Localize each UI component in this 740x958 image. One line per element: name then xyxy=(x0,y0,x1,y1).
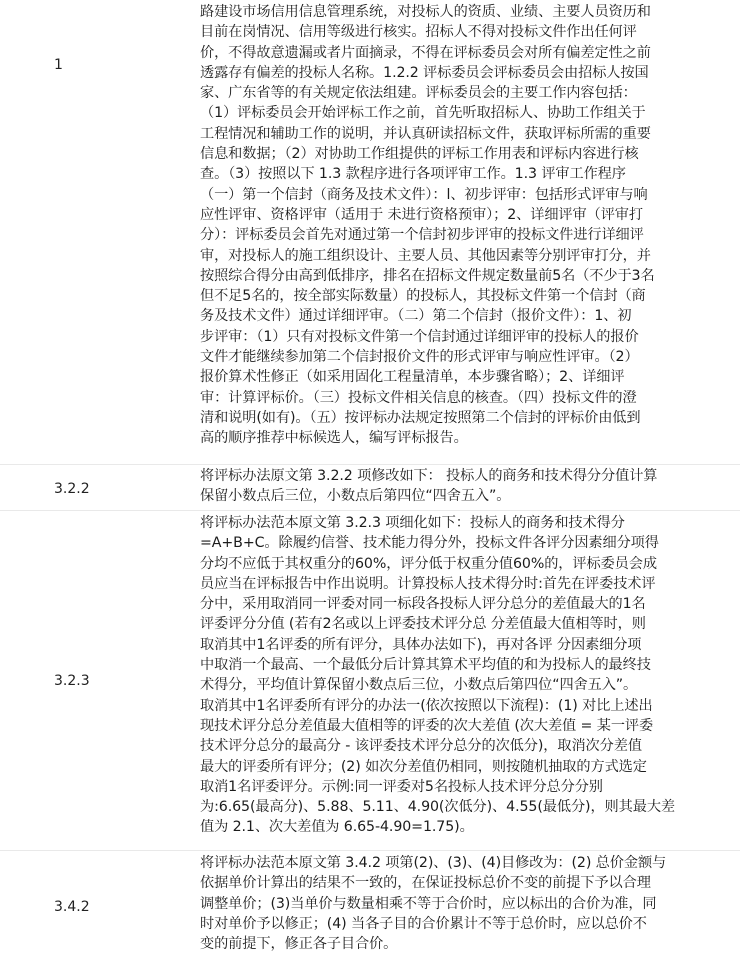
row-divider xyxy=(0,464,740,465)
text-line: 变的前提下，修正各子目合价。 xyxy=(200,936,398,953)
text-line: 分）：评标委员会首先对通过第一个信封初步评审的投标文件进行详细评 xyxy=(200,227,644,244)
text-line: 高的顺序推荐中标候选人，编写评标报告。 xyxy=(200,430,468,447)
row-content xyxy=(200,513,730,838)
text-line: 分均不应低于其权重分的60%，评分低于权重分值60%的，评标委员会成 xyxy=(200,555,657,572)
row-divider xyxy=(0,850,740,851)
text-line: 工程情况和辅助工作的说明，并认真研读招标文件，获取评标所需的重要 xyxy=(200,125,651,142)
row-number: 1 xyxy=(54,57,63,73)
row-divider xyxy=(0,510,740,511)
text-line: 价，不得故意遗漏或者片面摘录，不得在评标委员会对所有偏差定性之前 xyxy=(200,44,651,61)
text-line: 取消其中1名评委的所有评分，具体办法如下)，再对各评 分因素细分项 xyxy=(200,636,642,653)
text-line: 依据单价计算出的结果不一致的，在保证投标总价不变的前提下予以合理 xyxy=(200,875,651,892)
text-line: 应性评审、资格评审（适用于 未进行资格预审）；2、详细评审（评审打 xyxy=(200,206,643,223)
text-line: 为:6.65(最高分)、5.88、5.11、4.90(次低分)、4.55(最低分)，则其最大差 xyxy=(200,799,675,816)
text-line: 调整单价；(3)当单价与数量相乘不等于合价时，应以标出的合价为准，同 xyxy=(200,895,657,912)
text-line: 按照综合得分由高到低排序，排名在招标文件规定数量前5名（不少于3名 xyxy=(200,267,655,284)
text-line: 审，对投标人的施工组织设计、主要人员、其他因素等分别评审打分，并 xyxy=(200,247,651,264)
text-line: 保留小数点后三位，小数点后第四位“四舍五入”。 xyxy=(200,488,511,505)
row-number: 3.2.2 xyxy=(54,481,90,497)
text-line: 值为 2.1、次大差值为 6.65-4.90=1.75)。 xyxy=(200,819,474,836)
text-line: 技术评分总分的最高分 - 该评委技术评分总分的次低分)，取消次分差值 xyxy=(200,738,642,755)
text-line: 家、广东省等的有关规定依法组建。评标委员会的主要工作内容包括： xyxy=(200,85,637,102)
text-line: 但不足5名的，按全部实际数量）的投标人，其投标文件第一个信封（商 xyxy=(200,288,646,305)
text-line: 路建设市场信用信息管理系统，对投标人的资质、业绩、主要人员资历和 xyxy=(200,4,651,20)
text-line: 目前在岗情况、信用等级进行核实。招标人不得对投标文件作出任何评 xyxy=(200,24,637,41)
text-line: 现技术评分总分差值最大值相等的评委的次大差值 (次大差值 = 某一评委 xyxy=(200,717,654,734)
text-line: 步评审：（1）只有对投标文件第一个信封通过详细评审的投标人的报价 xyxy=(200,328,639,345)
text-line: 审：计算评标价。（三）投标文件相关信息的核查。（四）投标文件的澄 xyxy=(200,389,637,406)
text-line: 报价算术性修正（如采用固化工程量清单，本步骤省略）；2、详细评 xyxy=(200,369,625,386)
text-line: 将评标办法范本原文第 3.2.3 项细化如下：投标人的商务和技术得分 xyxy=(200,515,625,531)
text-line: 查。（3）按照以下 1.3 款程序进行各项评审工作。1.3 评审工作程序 xyxy=(200,166,626,183)
row-content xyxy=(200,2,730,449)
text-line: 分中，采用取消同一评委对同一标段各投标人评分总分的差值最大的1名 xyxy=(200,596,646,613)
text-line: 取消1名评委评分。示例:同一评委对5名投标人技术评分总分分别 xyxy=(200,778,603,795)
text-line: 将评标办法范本原文第 3.4.2 项第(2)、(3)、(4)目修改为：(2) 总价金额与 xyxy=(200,855,667,871)
text-line: 务及技术文件）通过详细评审。（二）第二个信封（报价文件）：1、初 xyxy=(200,308,632,325)
row-content xyxy=(200,853,730,954)
text-line: 透露存有偏差的投标人名称。1.2.2 评标委员会评标委员会由招标人按国 xyxy=(200,64,649,81)
text-line: 评委评分分值 (若有2名或以上评委技术评分总 分差值最大值相等时，则 xyxy=(200,616,646,633)
text-line: 员应当在评标报告中作出说明。计算投标人技术得分时:首先在评委技术评 xyxy=(200,575,656,592)
row-number: 3.2.3 xyxy=(54,673,90,689)
text-line: （一）第一个信封（商务及技术文件）：l、初步评审：包括形式评审与响 xyxy=(200,186,648,203)
text-line: 清和说明(如有)。（五）按评标办法规定按照第二个信封的评标价由低到 xyxy=(200,409,641,426)
text-line: 取消其中1名评委所有评分的办法一(依次按照以下流程)：(1) 对比上述出 xyxy=(200,697,653,714)
text-line: 最大的评委所有评分；(2) 如次分差值仍相同，则按随机抽取的方式选定 xyxy=(200,758,647,775)
text-line: 文件才能继续参加第二个信封报价文件的形式评审与响应性评审。（2） xyxy=(200,349,639,366)
row-number: 3.4.2 xyxy=(54,899,90,915)
text-line: 中取消一个最高、一个最低分后计算其算术平均值的和为投标人的最终技 xyxy=(200,657,651,674)
text-line: =A+B+C。除履约信誉、技术能力得分外，投标文件各评分因素细分项得 xyxy=(200,535,659,552)
text-line: （1）评标委员会开始评标工作之前，首先听取招标人、协助工作组关于 xyxy=(200,105,646,122)
text-line: 将评标办法原文第 3.2.2 项修改如下： 投标人的商务和技术得分分值计算 xyxy=(200,468,658,484)
text-line: 时对单价予以修正；(4) 当各子目的合价累计不等于总价时，应以总价不 xyxy=(200,915,647,932)
row-content xyxy=(200,466,730,507)
text-line: 术得分，平均值计算保留小数点后三位，小数点后第四位“四舍五入”。 xyxy=(200,677,638,694)
text-line: 信息和数据；（2）对协助工作组提供的评标工作用表和评标内容进行核 xyxy=(200,146,639,163)
